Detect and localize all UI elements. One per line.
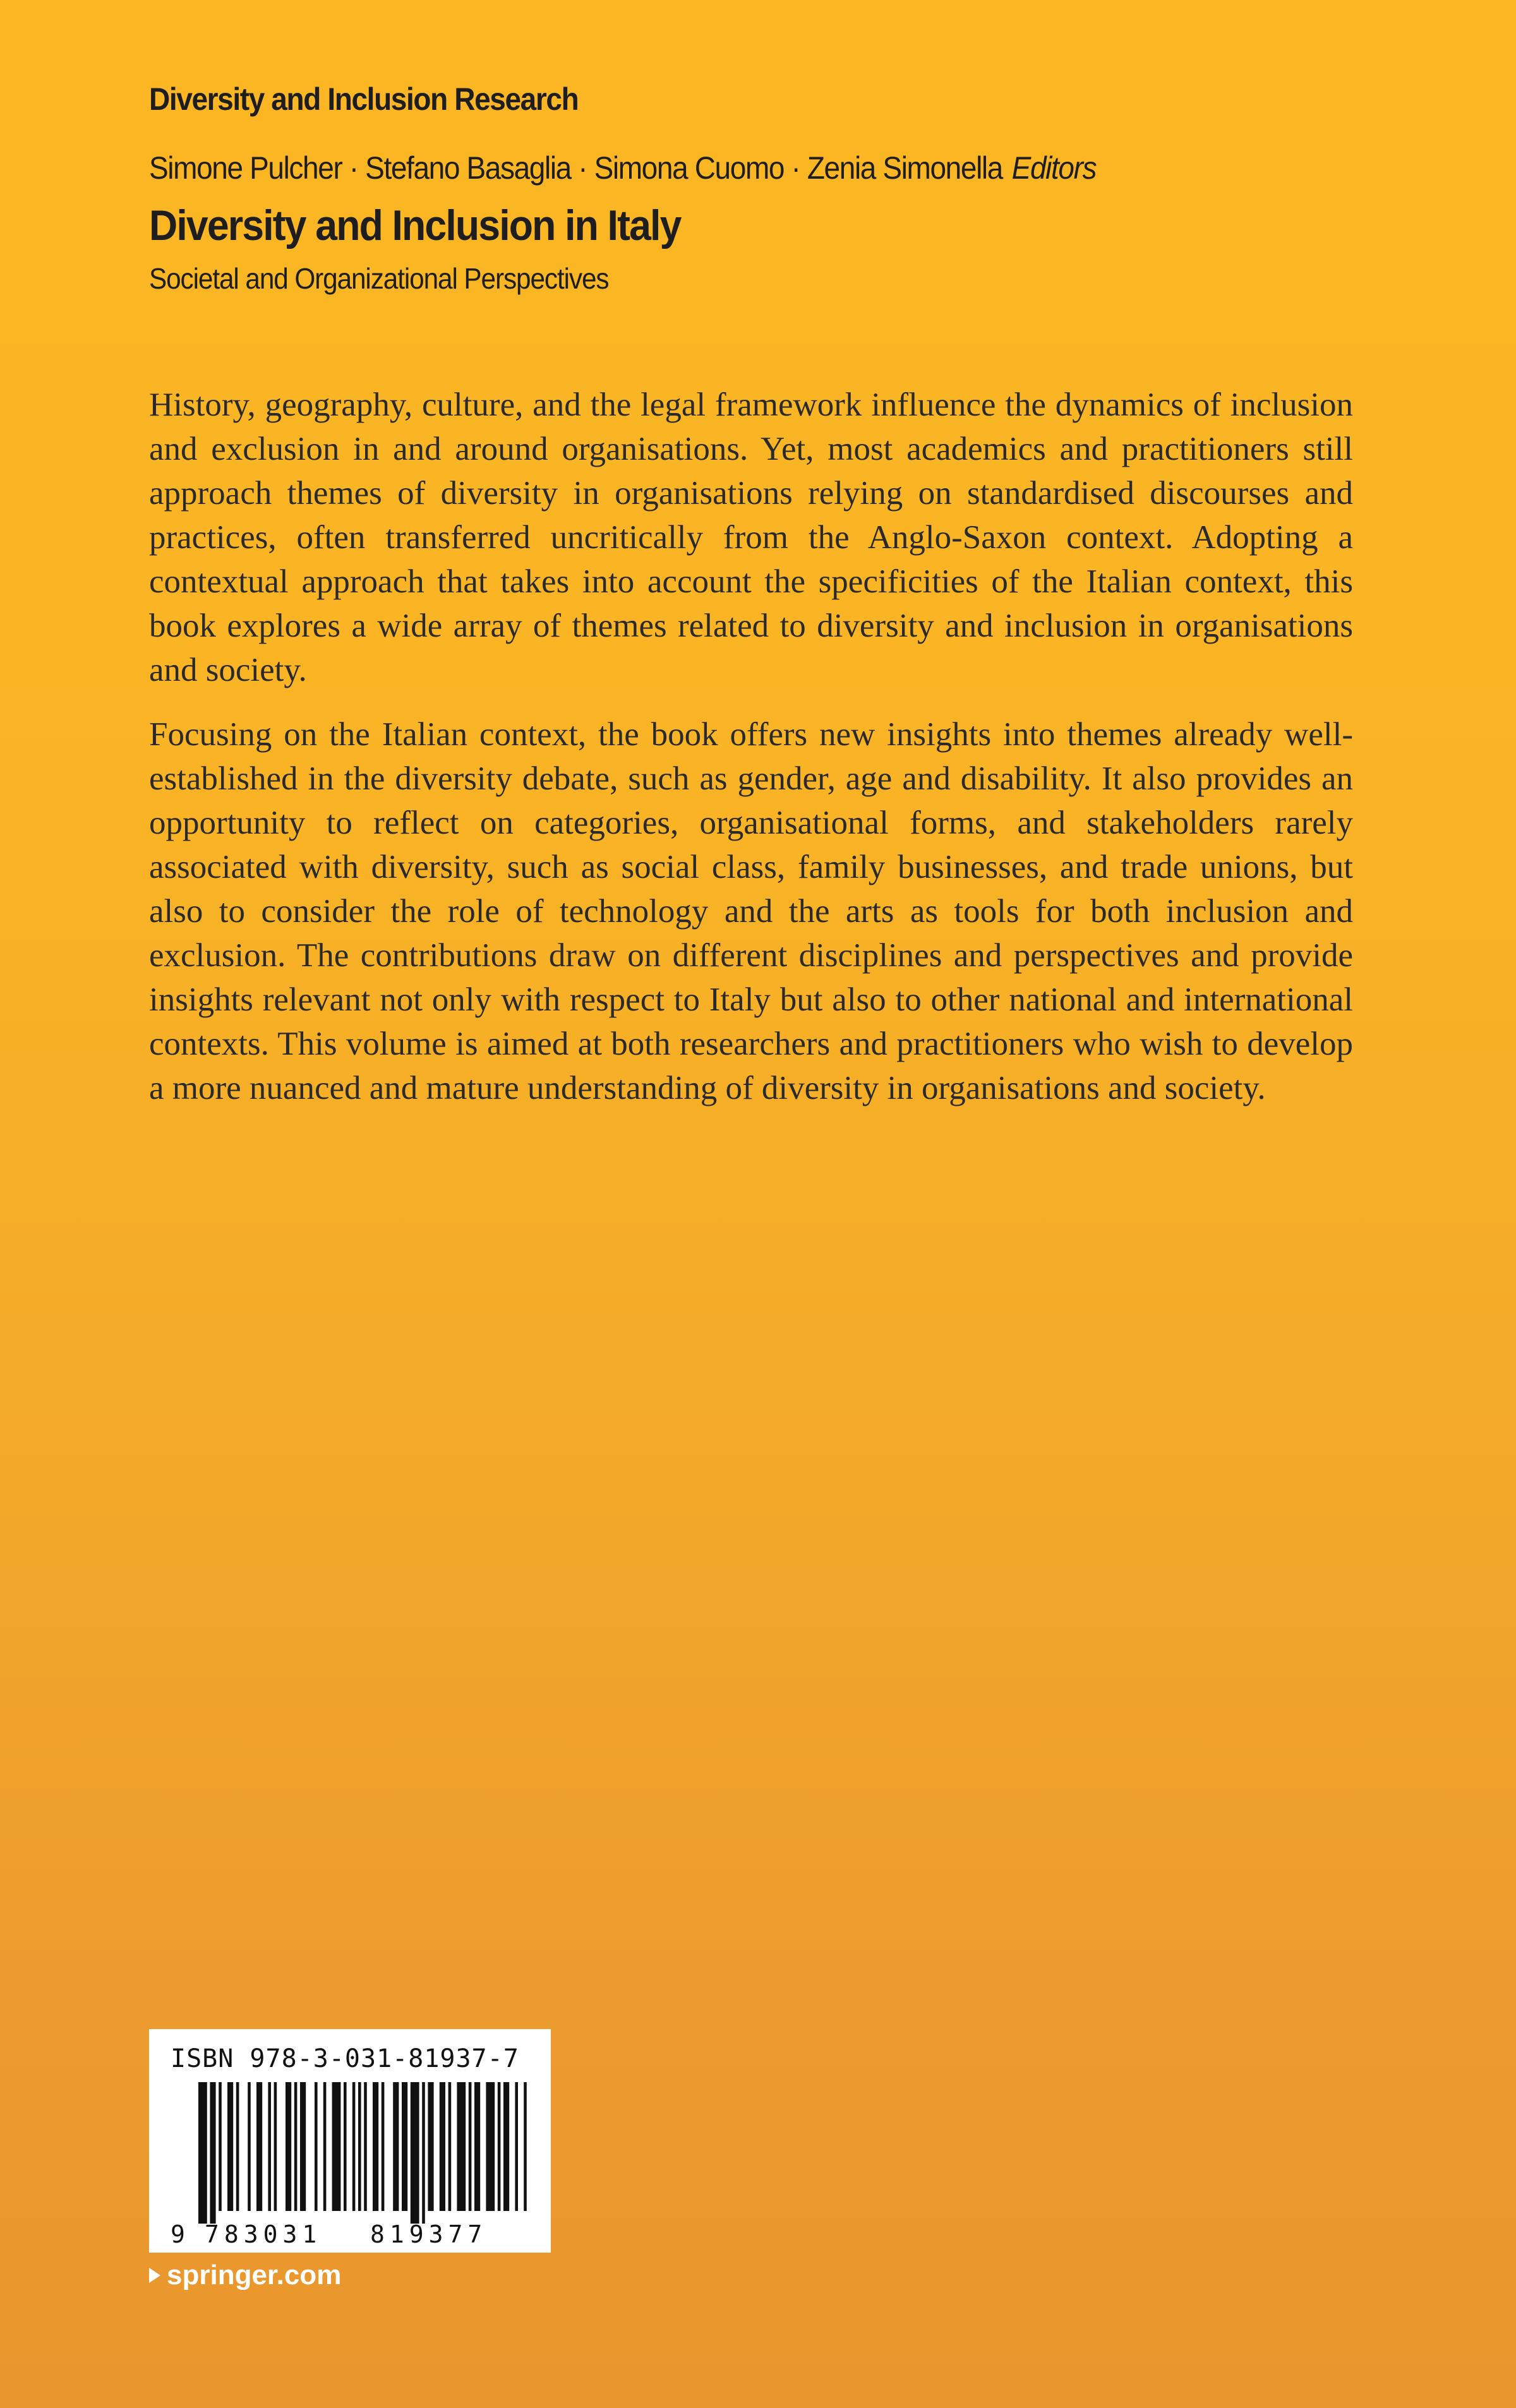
book-title: Diversity and Inclusion in Italy [149, 201, 681, 249]
barcode-bar [469, 2082, 472, 2211]
barcode-bar [300, 2082, 306, 2211]
barcode-bar [248, 2082, 251, 2211]
barcode-bar [210, 2082, 215, 2224]
barcode-bar [440, 2082, 445, 2211]
barcode-bar [373, 2082, 378, 2211]
barcode-bar [448, 2082, 452, 2211]
blurb [149, 383, 1353, 1130]
barcode-bar [323, 2082, 327, 2211]
barcode-first-digit: 9 [171, 2220, 185, 2248]
springer-link-text: springer.com [167, 2260, 342, 2291]
barcode-bar [364, 2082, 367, 2211]
barcode-bar [486, 2082, 495, 2211]
barcode-bar [344, 2082, 347, 2211]
barcode-bar [358, 2082, 361, 2211]
barcode-bar [382, 2082, 385, 2211]
editors-line [149, 150, 1096, 186]
barcode-right-digits: 819377 [370, 2220, 488, 2248]
series-title: Diversity and Inclusion Research [149, 81, 579, 117]
barcode-bar [402, 2082, 407, 2211]
barcode-bar [256, 2082, 262, 2211]
editor-names: Simone Pulcher · Stefano Basaglia · Simona Cuomo · Zenia Simonella [149, 150, 1002, 186]
barcode-left-digits: 783031 [205, 2220, 322, 2248]
barcode-bar [411, 2082, 419, 2224]
barcode-bar [227, 2082, 233, 2211]
barcode-bar [268, 2082, 271, 2211]
barcode-bar [515, 2082, 518, 2211]
barcode-bar [332, 2082, 341, 2211]
isbn-label: ISBN 978-3-031-81937-7 [171, 2044, 519, 2073]
barcode-bar [474, 2082, 480, 2211]
barcode-bar [524, 2082, 527, 2211]
barcode-bar [315, 2082, 318, 2211]
barcode-bar [428, 2082, 433, 2211]
barcode-bar [498, 2082, 501, 2211]
barcode-bar [393, 2082, 399, 2211]
barcode-bar [274, 2082, 277, 2211]
barcode-bar [457, 2082, 466, 2211]
barcode-bar [198, 2082, 207, 2224]
springer-link[interactable] [149, 2260, 341, 2291]
barcode-bar [503, 2082, 509, 2211]
barcode-bars [198, 2082, 527, 2224]
editors-role: Editors [1011, 150, 1097, 186]
barcode-bar [352, 2082, 356, 2211]
barcode-bar [236, 2082, 239, 2211]
book-subtitle: Societal and Organizational Perspectives [149, 262, 609, 295]
barcode-box [149, 2029, 551, 2253]
barcode-bar [219, 2082, 222, 2211]
barcode-bar [294, 2082, 298, 2211]
arrow-right-icon [149, 2268, 160, 2283]
barcode-bar [422, 2082, 425, 2224]
barcode-graphic [149, 2029, 551, 2253]
blurb-paragraph-1: History, geography, culture, and the legal framework influence the dynamics of inclusion and exclusion in and around organisations. Yet, most academics and practitioners still approach themes of diversity in organisations relying on standardised discourses and practices, often transferred uncritically from the Anglo-Saxon context. Adopting a contextual approach that takes into account the specificities of the Italian context, this book explores a wide array of themes related to diversity and inclusion in organisations and society. [149, 386, 1353, 688]
blurb-paragraph-2: Focusing on the Italian context, the book offers new insights into themes already well-established in the diversity debate, such as gender, age and disability. It also provides an opportunity to reflect on categories, organisational forms, and stakeholders rarely associated with diversity, such as social class, family businesses, and trade unions, but also to consider the role of technology and the arts as tools for both inclusion and exclusion. The contributions draw on different disciplines and perspectives and provide insights relevant not only with respect to Italy but also to other national and international contexts. This volume is aimed at both researchers and practitioners who wish to develop a more nuanced and mature understanding of diversity in organisations and society. [149, 716, 1353, 1106]
barcode-bar [286, 2082, 291, 2211]
